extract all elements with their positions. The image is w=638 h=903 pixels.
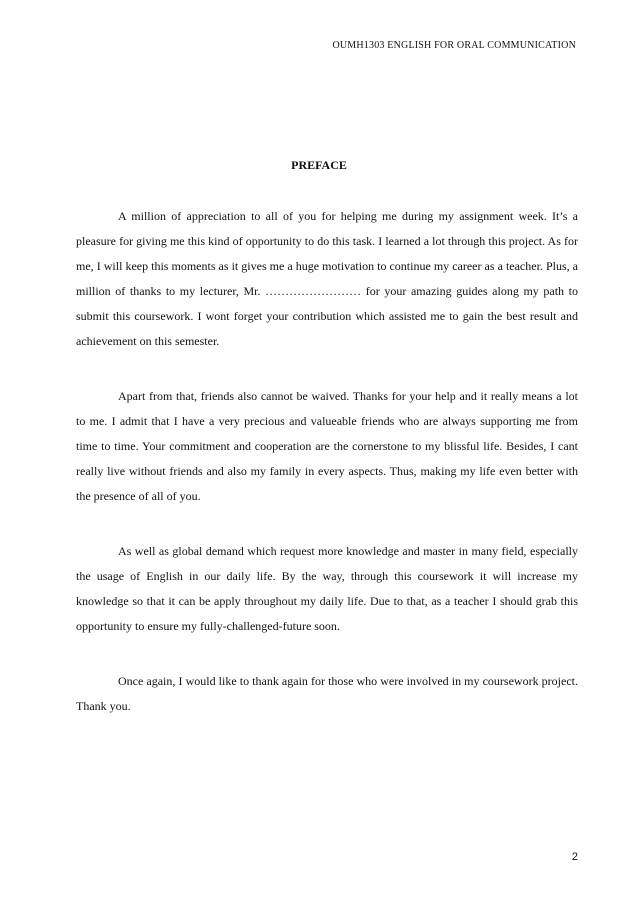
page-title: PREFACE xyxy=(291,158,347,172)
paragraph-friends: Apart from that, friends also cannot be waived. Thanks for your help and it really means a lot to me. I admit that I have a very precious and valueable friends who are always supporting me from time to time. Your commitment and cooperation are the cornerstone to my blissful life. Besides, I cant really live without friends and also my family in every aspects. Thus, making my life even better with the presence of all of you. xyxy=(76,389,578,503)
paragraph-global-demand: As well as global demand which request more knowledge and master in many field, especially the usage of English in our daily life. By the way, through this coursework it will increase my knowledge so that it can be apply throughout my daily life. Due to that, as a teacher I should grab this opportunity to ensure my fully-challenged-future soon. xyxy=(76,544,578,633)
preface-body xyxy=(76,204,578,749)
paragraph-appreciation: A million of appreciation to all of you for helping me during my assignment week. It’s a pleasure for giving me this kind of opportunity to do this task. I learned a lot through this project. As for me, I will keep this moments as it gives me a huge motivation to continue my career as a teacher. Plus, a million of thanks to my lecturer, Mr. …………………… for your amazing guides along my path to submit this coursework. I wont forget your contribution which assisted me to gain the best result and achievement on this semester. xyxy=(76,209,578,348)
page-number: 2 xyxy=(571,851,578,863)
running-header: OUMH1303 ENGLISH FOR ORAL COMMUNICATION xyxy=(332,40,576,51)
paragraph-closing: Once again, I would like to thank again for those who were involved in my coursework project. Thank you. xyxy=(76,674,578,713)
